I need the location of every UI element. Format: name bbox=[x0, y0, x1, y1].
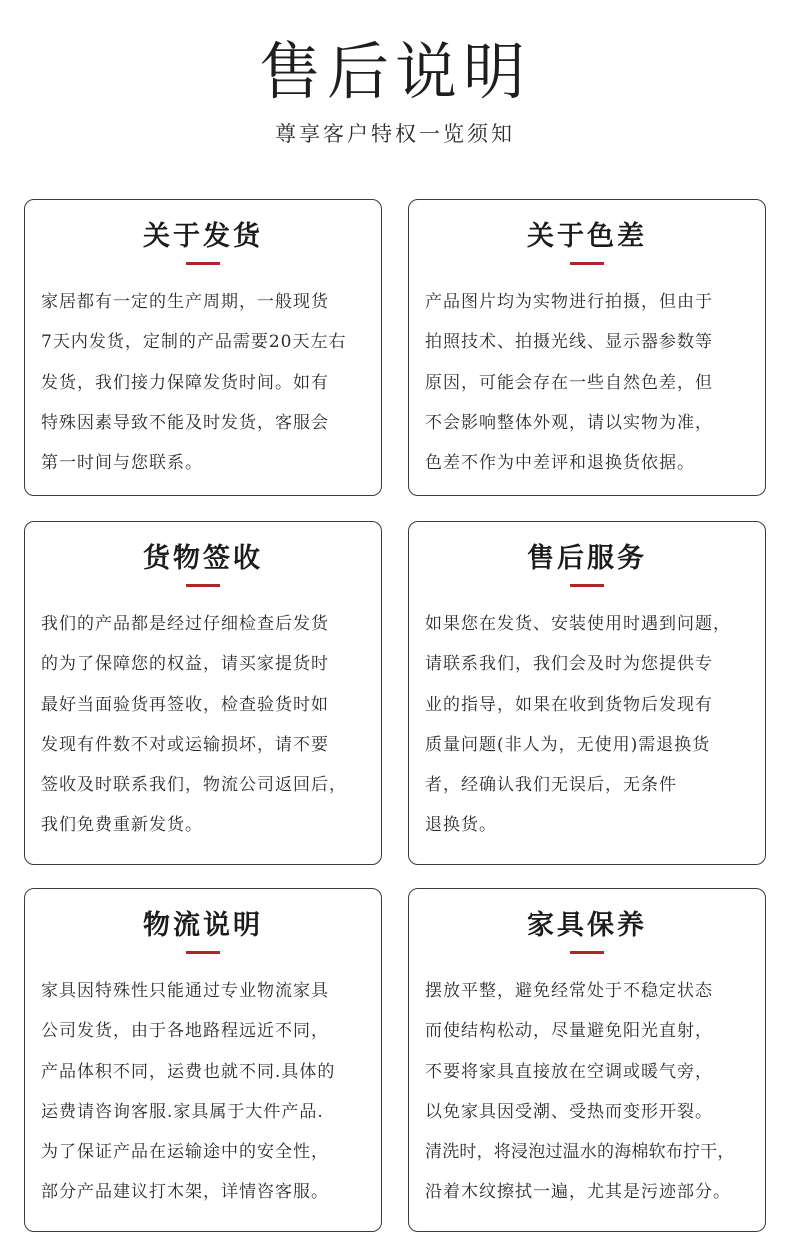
body-line: 摆放平整，避免经常处于不稳定状态 bbox=[425, 981, 713, 1001]
body-line: 不要将家具直接放在空调或暖气旁， bbox=[425, 1061, 713, 1082]
body-line: 如果您在发货、安装使用时遇到问题， bbox=[425, 614, 731, 634]
title-accent-bar bbox=[570, 262, 604, 265]
card-body bbox=[425, 604, 759, 846]
card-title: 物流说明 bbox=[143, 910, 263, 941]
body-line: 第一时间与您联系。 bbox=[41, 453, 203, 474]
card-shipping bbox=[24, 199, 382, 496]
page-title: 售后说明 bbox=[258, 35, 531, 108]
card-body bbox=[425, 282, 759, 483]
body-line: 不会影响整体外观，请以实物为准， bbox=[425, 412, 713, 433]
card-title: 家具保养 bbox=[527, 910, 647, 941]
body-line: 最好当面验货再签收，检查验货时如 bbox=[41, 694, 329, 715]
body-line: 为了保证产品在运输途中的安全性， bbox=[41, 1142, 329, 1163]
title-accent-bar bbox=[186, 951, 220, 954]
card-color-difference bbox=[408, 199, 766, 496]
body-line: 的为了保障您的权益，请买家提货时 bbox=[41, 654, 329, 675]
title-accent-bar bbox=[570, 951, 604, 954]
card-title: 货物签收 bbox=[143, 543, 263, 574]
card-title: 关于发货 bbox=[143, 221, 263, 252]
body-line: 我们的产品都是经过仔细检查后发货 bbox=[41, 614, 329, 634]
body-line: 退换货。 bbox=[425, 815, 497, 836]
body-line: 公司发货，由于各地路程远近不同， bbox=[41, 1021, 329, 1042]
card-goods-receipt bbox=[24, 521, 382, 865]
body-line: 产品图片均为实物进行拍摄，但由于 bbox=[425, 292, 713, 312]
body-line: 沿着木纹擦拭一遍，尤其是污迹部分。 bbox=[425, 1182, 731, 1203]
body-line: 业的指导，如果在收到货物后发现有 bbox=[425, 694, 713, 715]
card-body bbox=[425, 971, 759, 1213]
body-line: 清洗时，将浸泡过温水的海棉软布拧干， bbox=[425, 1142, 735, 1163]
card-body bbox=[41, 282, 375, 483]
body-line: 特殊因素导致不能及时发货，客服会 bbox=[41, 412, 329, 433]
body-line: 质量问题(非人为，无使用)需退换货 bbox=[425, 734, 711, 755]
body-line: 者，经确认我们无误后，无条件 bbox=[425, 775, 677, 796]
card-title: 关于色差 bbox=[527, 221, 647, 252]
body-line: 发货，我们接力保障发货时间。如有 bbox=[41, 372, 329, 393]
body-line: 签收及时联系我们，物流公司返回后， bbox=[41, 775, 347, 796]
card-body bbox=[41, 971, 375, 1213]
page-subtitle: 尊享客户特权一览须知 bbox=[275, 122, 515, 146]
body-line: 家居都有一定的生产周期，一般现货 bbox=[41, 292, 329, 312]
body-line: 色差不作为中差评和退换货依据。 bbox=[425, 453, 695, 474]
title-accent-bar bbox=[570, 584, 604, 587]
card-after-sales-service bbox=[408, 521, 766, 865]
card-body bbox=[41, 604, 375, 846]
body-line: 以免家具因受潮、受热而变形开裂。 bbox=[425, 1101, 713, 1122]
body-line: 家具因特殊性只能通过专业物流家具 bbox=[41, 981, 329, 1001]
body-line: 原因，可能会存在一些自然色差，但 bbox=[425, 372, 713, 393]
title-accent-bar bbox=[186, 584, 220, 587]
title-accent-bar bbox=[186, 262, 220, 265]
body-line: 拍照技术、拍摄光线、显示器参数等 bbox=[425, 332, 713, 353]
card-logistics bbox=[24, 888, 382, 1232]
body-line: 而使结构松动，尽量避免阳光直射， bbox=[425, 1021, 713, 1042]
body-line: 我们免费重新发货。 bbox=[41, 815, 203, 836]
body-line: 发现有件数不对或运输损坏，请不要 bbox=[41, 734, 329, 755]
body-line: 请联系我们，我们会及时为您提供专 bbox=[425, 654, 713, 675]
body-line: 产品体积不同，运费也就不同.具体的 bbox=[41, 1061, 336, 1082]
body-line: 运费请咨询客服.家具属于大件产品. bbox=[41, 1101, 324, 1122]
body-line: 7天内发货，定制的产品需要20天左右 bbox=[41, 332, 347, 353]
body-line: 部分产品建议打木架，详情咨客服。 bbox=[41, 1182, 329, 1203]
card-title: 售后服务 bbox=[527, 543, 647, 574]
card-furniture-care bbox=[408, 888, 766, 1232]
